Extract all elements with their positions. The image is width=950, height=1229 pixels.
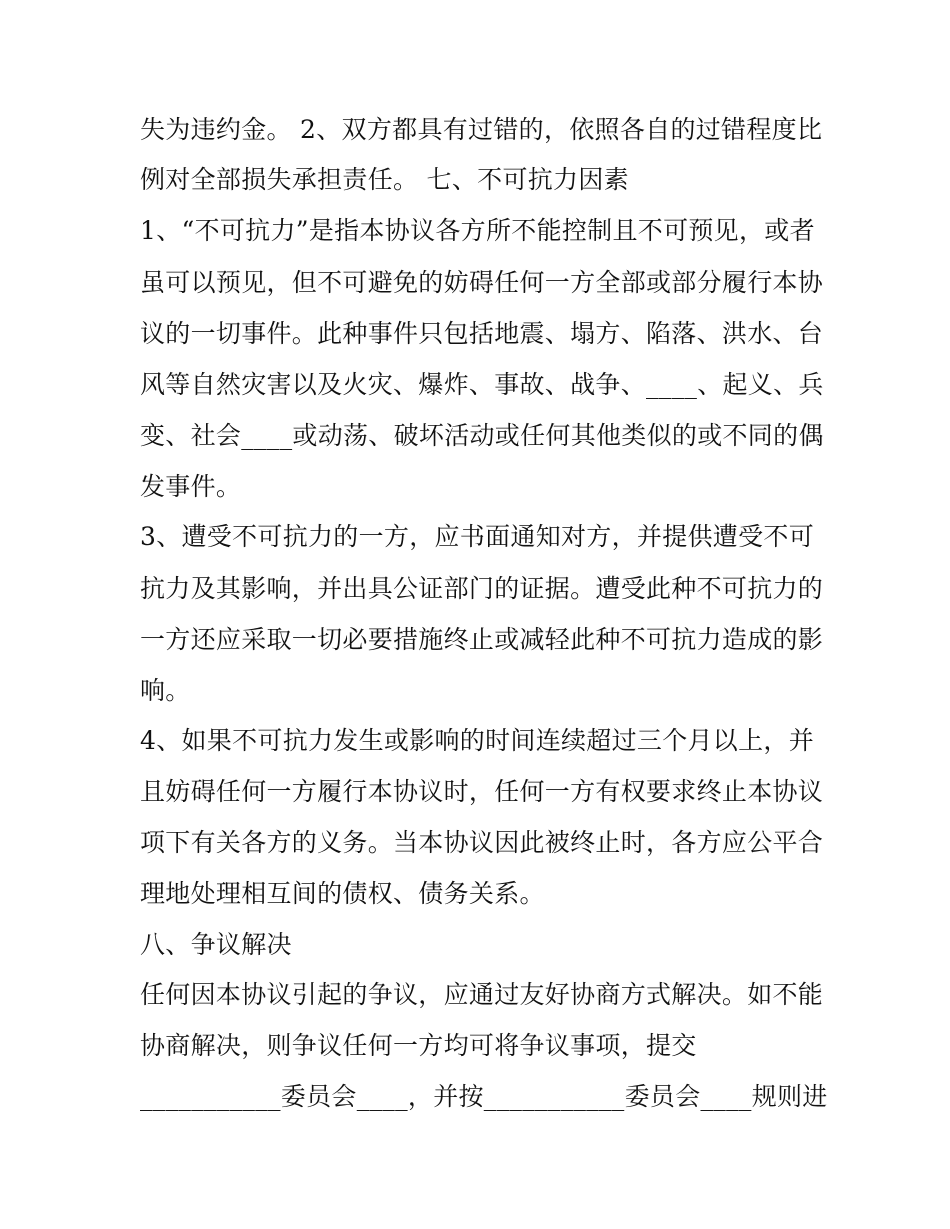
text-line: 4、如果不可抗力发生或影响的时间连续超过三个月以上，并 xyxy=(140,726,815,755)
section-heading: 八、争议解决 xyxy=(140,930,292,959)
text-line: 议的一切事件。此种事件只包括地震、塌方、陷落、洪水、台 xyxy=(140,319,824,348)
text-line: 3、遭受不可抗力的一方，应书面通知对方，并提供遭受不可 xyxy=(140,522,815,551)
text-line: 协商解决，则争议任何一方均可将争议事项，提交 xyxy=(140,1031,697,1060)
text-line: 任何因本协议引起的争议，应通过友好协商方式解决。如不能 xyxy=(140,980,824,1009)
text-line: 发事件。 xyxy=(140,472,242,501)
text-line: 一方还应采取一切必要措施终止或减轻此种不可抗力造成的影 xyxy=(140,625,824,654)
text-line: 风等自然灾害以及火灾、爆炸、事故、战争、____、起义、兵 xyxy=(140,370,824,399)
text-line: 变、社会____或动荡、破坏活动或任何其他类似的或不同的偶 xyxy=(140,421,824,450)
text-line: 例对全部损失承担责任。 七、不可抗力因素 xyxy=(140,165,629,194)
text-line: 失为违约金。 2、双方都具有过错的，依照各自的过错程度比 xyxy=(140,115,823,144)
text-line: 且妨碍任何一方履行本协议时，任何一方有权要求终止本协议 xyxy=(140,777,824,806)
text-line: 虽可以预见，但不可避免的妨碍任何一方全部或部分履行本协 xyxy=(140,268,824,297)
text-line: 抗力及其影响，并出具公证部门的证据。遭受此种不可抗力的 xyxy=(140,574,824,603)
text-line: 项下有关各方的义务。当本协议因此被终止时，各方应公平合 xyxy=(140,828,824,857)
text-line: 理地处理相互间的债权、债务关系。 xyxy=(140,879,545,908)
text-line: ___________委员会____，并按___________委员会____规则进 xyxy=(140,1082,828,1111)
text-line: 1、“不可抗力”是指本协议各方所不能控制且不可预见，或者 xyxy=(140,216,815,245)
text-line: 响。 xyxy=(140,676,191,705)
